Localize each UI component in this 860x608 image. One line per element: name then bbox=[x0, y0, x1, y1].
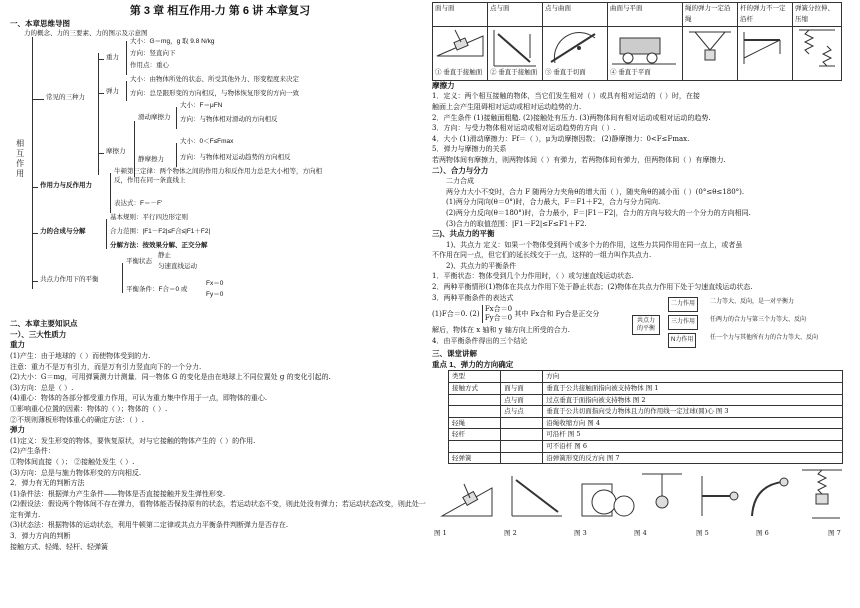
left-line: (2)产生条件： bbox=[10, 447, 55, 456]
map-gravity-size: 大小：G＝mg，g 取 9.8 N/kg bbox=[130, 38, 215, 46]
table-cell: 垂直于公共切面指向受力物体且力的作用线一定过球(圆)心 图 3 bbox=[543, 406, 843, 418]
conclusion-three-force-text: 任两力的合力与第三个力等大、反向 bbox=[710, 316, 807, 324]
caption-4: ④ 垂直于平面 bbox=[610, 69, 651, 77]
map-three-forces: 常见的三种力 bbox=[46, 94, 85, 102]
right-line: 1．定义：两个相互接触的物体，当它们发生相对（ ）或具有相对运动的（ ）时，在接 bbox=[432, 92, 700, 101]
map-action-reaction: 作用力与反作用力 bbox=[40, 182, 92, 190]
eq-main: (1)F合＝0. (2) bbox=[432, 310, 480, 319]
map-root-intro: 力的概念、力的三要素、力的图示及示意图 bbox=[24, 30, 148, 38]
equilibrium-expression-block bbox=[432, 298, 852, 349]
page-title: 第 3 章 相互作用-力 第 6 讲 本章复习 bbox=[129, 5, 311, 17]
eq-line2: 解后，物体在 x 轴和 y 轴方向上所受的合力. bbox=[432, 326, 571, 335]
elastic-direction-figure-table bbox=[432, 2, 842, 81]
map-newton-third: 牛顿第三定律：两个物体之间的作用力和反作用力总是大小相等，方向相反，作用在同一条直线上 bbox=[114, 168, 322, 185]
table-cell bbox=[501, 452, 543, 464]
left-line: 2．弹力有无的判断方法 bbox=[10, 479, 85, 488]
right-line: 2．产生条件 (1)接触面粗糙. (2)接触处有压力. (3)两物体间有相对运动或相对运动的趋势. bbox=[432, 113, 711, 122]
table-row bbox=[449, 429, 843, 441]
map-elastic: 弹力 bbox=[106, 88, 119, 96]
figure-rope bbox=[683, 27, 738, 81]
left-line: (1)条件法：根据弹力产生条件——物体是否直接接触并发生弹性形变. bbox=[10, 489, 226, 498]
right-column bbox=[432, 0, 852, 538]
table-row bbox=[449, 441, 843, 453]
right-line: 两分力大小不变时，合力 F 随两分力夹角θ的增大而（ ），随夹角θ的减小而（ ）(0°≤θ≤180°). bbox=[446, 187, 745, 196]
figure-point-to-face bbox=[488, 27, 543, 81]
map-balance-condition: 平衡条件：F合＝0 或 bbox=[126, 286, 188, 294]
map-static-size: 大小：0＜F≤Fmax bbox=[180, 138, 234, 146]
key-point-1-heading: 重点 1、弹力的方向确定 bbox=[432, 359, 514, 369]
right-line: 2)、共点力的平衡条件 bbox=[446, 261, 517, 270]
left-line: 3．弹力方向的判断 bbox=[10, 532, 71, 541]
figure-caption-4: 图 4 bbox=[634, 528, 647, 537]
caption-3: ③ 垂直于切面 bbox=[545, 69, 586, 77]
left-column bbox=[10, 0, 430, 552]
left-line: (1)产生：由于地球的（ ）而使物体受到的力. bbox=[10, 351, 151, 360]
left-line: 一）、三大性质力 bbox=[10, 329, 67, 339]
left-line: ①影响重心位置的因素：物体的（ ）；物体的（ ）. bbox=[10, 404, 168, 413]
map-compose-method: 分解方法：按效果分解、正交分解 bbox=[110, 242, 208, 250]
table-header-cell: 面与面 bbox=[433, 3, 488, 27]
table-cell bbox=[449, 406, 501, 418]
map-sliding-size: 大小：F＝μFN bbox=[180, 102, 223, 110]
map-sliding-direction: 方向：与物体相对滑动的方向相反 bbox=[180, 116, 278, 124]
right-line: 若两物体间有摩擦力，则两物体间（ ）有弹力，若两物体间有弹力，但两物体间（ ）有摩擦力. bbox=[432, 155, 726, 164]
right-line: 摩擦力 bbox=[432, 80, 455, 90]
table-row bbox=[449, 394, 843, 406]
figure-point-to-curve bbox=[543, 27, 608, 81]
conclusion-two-force: 二力作用 bbox=[668, 297, 698, 312]
right-line: 5．弹力与摩擦力的关系 bbox=[432, 145, 507, 154]
direction-table-header: 方向 bbox=[543, 371, 843, 383]
direction-table bbox=[448, 370, 843, 464]
map-static-friction: 静摩擦力 bbox=[138, 156, 164, 164]
left-line: (2)假设法：假设两个物体间不存在弹力，看物体能否保持原有的状态，若运动状态不变，则此处没有弹力；若运动状态改变，则此处一定有弹力. bbox=[10, 500, 426, 519]
left-line: (3)方向：总是与施力物体形变的方向相反. bbox=[10, 468, 142, 477]
right-line: 3．两种平衡条件的表达式 bbox=[432, 293, 514, 302]
map-compose-range: 合力范围：|F1－F2|≤F合≤|F1＋F2| bbox=[110, 228, 211, 236]
table-cell bbox=[449, 441, 501, 453]
map-balance-uniform: 匀速直线运动 bbox=[158, 263, 197, 271]
figure-caption-5: 图 5 bbox=[696, 528, 709, 537]
table-cell: 轻绳 bbox=[449, 417, 501, 429]
table-cell: 可沿杆 图 5 bbox=[543, 429, 843, 441]
right-line: 2．两种平衡情形(1)物体在共点力作用下处于静止状态；(2)物体在共点力作用下处于匀速直线运动状态. bbox=[432, 283, 753, 292]
table-cell bbox=[449, 394, 501, 406]
map-elastic-direction: 方向：总是跟形变的方向相反，与物体恢复形变的方向一致 bbox=[130, 90, 299, 98]
map-balance-fx: Fx＝0 bbox=[206, 280, 224, 288]
table-cell: 轻杆 bbox=[449, 429, 501, 441]
right-line: 二力合成 bbox=[446, 177, 474, 186]
left-line: (2)大小：G＝mg，可用弹簧测力计测量．同一物体 G 的变化是由在地球上不同位置处 g 的变化引起的. bbox=[10, 373, 331, 382]
direction-figures bbox=[432, 466, 852, 538]
right-line: (1)两分力同向(θ＝0°)时，合力最大，F＝F1＋F2，合力与分力同向. bbox=[446, 198, 661, 207]
section-lecture-heading: 三、课堂讲解 bbox=[432, 349, 477, 359]
table-header-cell: 绳的弹力一定沿绳 bbox=[683, 3, 738, 27]
conclusion-n-force-text: 任一个力与其他所有力的合力等大、反向 bbox=[710, 334, 819, 342]
map-balance-fy: Fy＝0 bbox=[206, 291, 224, 299]
table-cell bbox=[501, 417, 543, 429]
table-cell bbox=[501, 429, 543, 441]
figure-spring bbox=[793, 27, 842, 81]
figure-caption-7: 图 7 bbox=[828, 528, 841, 537]
figure-caption-1: 图 1 bbox=[434, 528, 447, 537]
figure-curve-to-plane bbox=[608, 27, 683, 81]
table-cell: 点与面 bbox=[501, 394, 543, 406]
map-sliding-friction: 滑动摩擦力 bbox=[138, 114, 171, 122]
right-line: 触面上会产生阻碍相对运动或相对运动趋势的力. bbox=[432, 102, 582, 111]
left-line: 二、本章主要知识点 bbox=[10, 319, 78, 329]
table-cell: 垂直于公共接触面指向被支持物体 图 1 bbox=[543, 383, 843, 395]
eq-tail: 其中 Fx合和 Fy合是正交分 bbox=[514, 310, 600, 319]
left-line: (3)状态法：根据物体的运动状态，利用牛顿第二定律或共点力平衡条件判断弹力是否存在. bbox=[10, 521, 289, 530]
eq-line3: 4．由平衡条件得出的三个结论 bbox=[432, 337, 528, 346]
table-cell: 接触方式 bbox=[449, 383, 501, 395]
right-line: (3)合力的取值范围：|F1－F2|≤F≤F1＋F2. bbox=[446, 219, 587, 228]
map-root-vertical: 相互作用 bbox=[15, 139, 25, 180]
right-line: (2)两分力反向(θ＝180°)时，合力最小，F＝|F1－F2|，合力的方向与较大的一个分力的方向相同. bbox=[446, 208, 751, 217]
right-line: 三)、共点力的平衡 bbox=[432, 229, 495, 239]
table-header-cell: 点与面 bbox=[488, 3, 543, 27]
map-gravity-direction: 方向：竖直向下 bbox=[130, 50, 176, 58]
map-balance-rest: 静止 bbox=[158, 252, 171, 260]
right-line: 1．平衡状态：物体受到几个力作用时，（ ）或匀速直线运动状态. bbox=[432, 272, 634, 281]
table-header-cell: 点与曲面 bbox=[543, 3, 608, 27]
right-knowledge-text bbox=[432, 81, 852, 303]
table-row bbox=[449, 383, 843, 395]
figure-face-to-face bbox=[433, 27, 488, 81]
conclusion-two-force-text: 二力等大、反向，是一对平衡力 bbox=[710, 298, 795, 306]
left-line: 注意：重力不是万有引力，而是万有引力竖直向下的一个分力. bbox=[10, 362, 202, 371]
conclusion-label: 共点力的平衡 bbox=[632, 315, 660, 335]
table-header-cell: 曲面与平面 bbox=[608, 3, 683, 27]
direction-table-header bbox=[501, 371, 543, 383]
map-static-direction: 方向：与物体相对运动趋势的方向相反 bbox=[180, 154, 291, 162]
right-line: 1)、共点力 定义：如果一个物体受到两个或多个力的作用，这些力共同作用在同一点上，或者虽 bbox=[446, 240, 743, 249]
table-header-cell: 杆的弹力不一定沿杆 bbox=[738, 3, 793, 27]
conclusion-n-force: N力作用 bbox=[668, 333, 696, 348]
eq-fy: Fy合＝0 bbox=[484, 314, 513, 323]
left-line: 接触方式、轻绳、轻杆、轻弹簧 bbox=[10, 542, 108, 551]
right-line: 3．方向：与受力物体相对运动或相对运动趋势的方向（ ）. bbox=[432, 124, 616, 133]
caption-1: ① 垂直于接触面 bbox=[435, 69, 483, 77]
map-compose-rule: 基本规则：平行四边形定则 bbox=[110, 214, 188, 222]
mind-map bbox=[10, 29, 430, 299]
table-cell: 可不沿杆 图 6 bbox=[543, 441, 843, 453]
map-balance: 共点力作用下的平衡 bbox=[40, 276, 99, 284]
table-header-cell: 弹簧分拉伸、压缩 bbox=[793, 3, 842, 27]
table-row bbox=[449, 452, 843, 464]
eq-fx: Fx合＝0 bbox=[484, 305, 513, 314]
figure-caption-6: 图 6 bbox=[756, 528, 769, 537]
map-composition: 力的合成与分解 bbox=[40, 228, 86, 236]
left-line: (3)方向：总是（ ）. bbox=[10, 383, 74, 392]
map-expression: 表达式：F＝－F' bbox=[114, 200, 163, 208]
table-cell: 沿绳收缩方向 图 4 bbox=[543, 417, 843, 429]
table-row bbox=[449, 417, 843, 429]
map-elastic-size: 大小：由物体所处的状态、所受其他外力、形变程度来决定 bbox=[130, 76, 299, 84]
caption-2: ② 垂直于接触面 bbox=[490, 69, 538, 77]
left-line: 弹力 bbox=[10, 425, 25, 435]
direction-figures-svg bbox=[432, 466, 852, 528]
map-gravity-point: 作用点：重心 bbox=[130, 62, 169, 70]
table-cell: 沿弹簧形变的反方向 图 7 bbox=[543, 452, 843, 464]
table-cell: 过点垂直于面指向被支持物体 图 2 bbox=[543, 394, 843, 406]
right-line: 不作用在同一点，但它们的延长线交于一点，这样的一组力叫作共点力. bbox=[432, 251, 652, 260]
right-line: 4．大小 (1)滑动摩擦力：Ff＝（ ），μ为动摩擦因数； (2)静摩擦力：0<F≤Fmax. bbox=[432, 134, 690, 143]
figure-caption-2: 图 2 bbox=[504, 528, 517, 537]
left-line: 重力 bbox=[10, 340, 25, 350]
direction-table-header: 类型 bbox=[449, 371, 501, 383]
left-line: (1)定义：发生形变的物体，要恢复原状，对与它接触的物体产生的（ ）的作用. bbox=[10, 436, 256, 445]
table-cell: 面与面 bbox=[501, 383, 543, 395]
map-friction: 摩擦力 bbox=[106, 148, 126, 156]
map-balance-state: 平衡状态 bbox=[126, 258, 152, 266]
figure-rod bbox=[738, 27, 793, 81]
map-gravity: 重力 bbox=[106, 54, 119, 62]
right-line: 二）、合力与分力 bbox=[432, 165, 489, 175]
figure-caption-3: 图 3 bbox=[574, 528, 587, 537]
table-cell bbox=[501, 441, 543, 453]
left-knowledge-text bbox=[10, 319, 430, 552]
table-row bbox=[449, 406, 843, 418]
table-cell: 轻弹簧 bbox=[449, 452, 501, 464]
section-mindmap-heading: 一、本章思维导图 bbox=[10, 18, 70, 28]
conclusion-three-force: 三力作用 bbox=[668, 315, 698, 330]
left-line: ②不规则薄板形物体重心的确定方法：（ ）. bbox=[10, 415, 144, 424]
table-cell: 点与点 bbox=[501, 406, 543, 418]
left-line: (4)重心：物体的各部分都受重力作用，可认为重力集中作用于一点，即物体的重心. bbox=[10, 394, 268, 403]
left-line: ①物体间直接（ ）； ②接触处发生（ ）. bbox=[10, 457, 135, 466]
